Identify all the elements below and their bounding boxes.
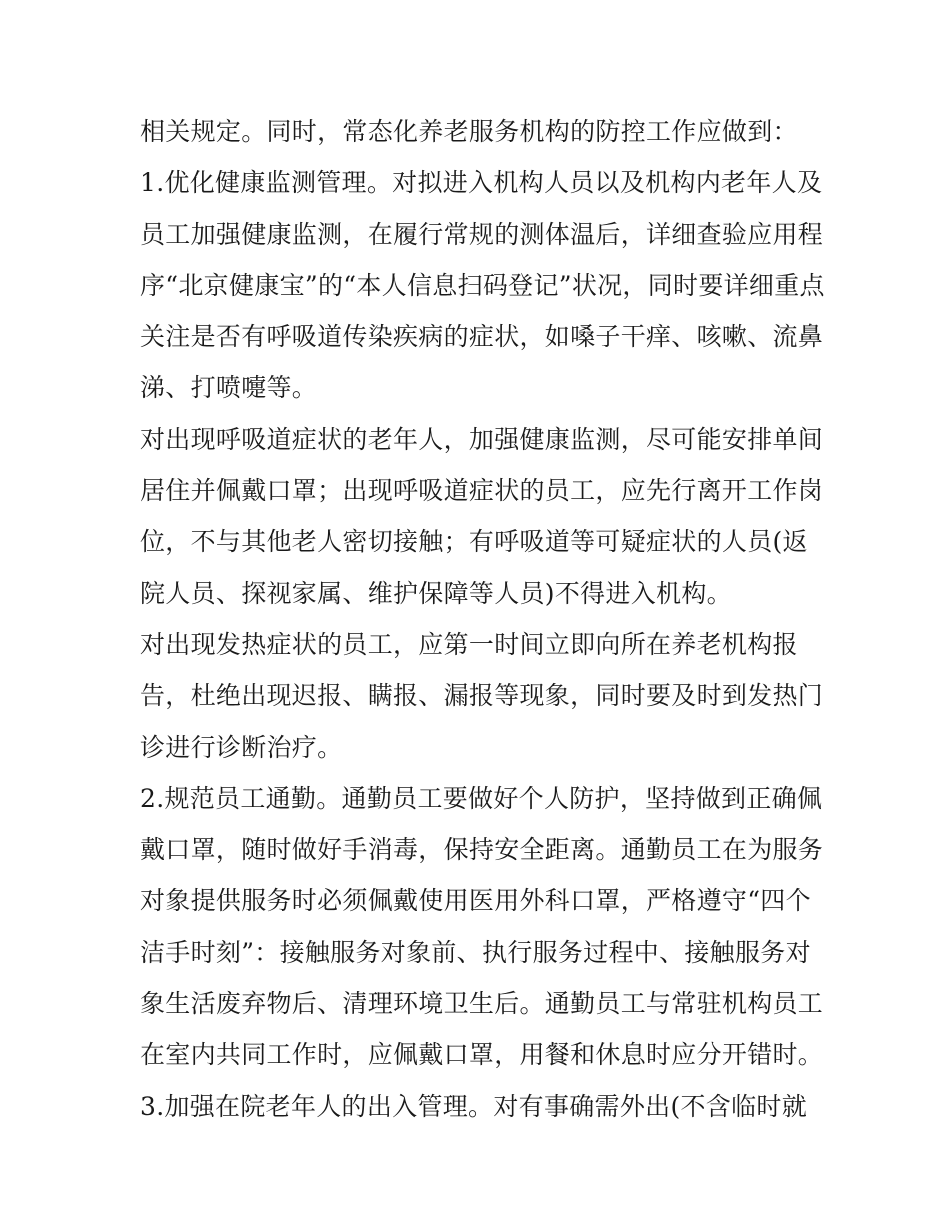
text-line: 在室内共同工作时，应佩戴口罩，用餐和休息时应分开错时。 [140,1040,824,1070]
document-body [140,106,825,1132]
text-line: 象生活废弃物后、清理环境卫生后。通勤员工与常驻机构员工 [140,989,824,1019]
text-line: 洁手时刻”：接触服务对象前、执行服务过程中、接触服务对 [140,937,811,967]
text-line: 对象提供服务时必须佩戴使用医用外科口罩，严格遵守“四个 [140,886,811,916]
text-line: 序“北京健康宝”的“本人信息扫码登记”状况，同时要详细重点 [140,270,825,300]
text-line: 对出现呼吸道症状的老年人，加强健康监测，尽可能安排单间 [140,424,824,454]
text-line: 涕、打喷嚏等。 [140,373,318,403]
text-line: 戴口罩，随时做好手消毒，保持安全距离。通勤员工在为服务 [140,835,824,865]
text-line: 位，不与其他老人密切接触；有呼吸道等可疑症状的人员(返 [140,527,808,557]
text-line: 居住并佩戴口罩；出现呼吸道症状的员工，应先行离开工作岗 [140,476,824,506]
text-line: 员工加强健康监测，在履行常规的测体温后，详细查验应用程 [140,219,824,249]
text-line: 院人员、探视家属、维护保障等人员)不得进入机构。 [140,578,732,608]
text-line: 告，杜绝出现迟报、瞒报、漏报等现象，同时要及时到发热门 [140,681,824,711]
text-line: 2.规范员工通勤。通勤员工要做好个人防护，坚持做到正确佩 [140,783,823,813]
text-line: 1.优化健康监测管理。对拟进入机构人员以及机构内老年人及 [140,168,823,198]
text-line: 对出现发热症状的员工，应第一时间立即向所在养老机构报 [140,629,798,659]
text-line: 3.加强在院老年人的出入管理。对有事确需外出(不含临时就 [140,1091,808,1121]
text-line: 相关规定。同时，常态化养老服务机构的防控工作应做到： [140,117,798,146]
text-line: 诊进行诊断治疗。 [140,732,343,762]
text-line: 关注是否有呼吸道传染疾病的症状，如嗓子干痒、咳嗽、流鼻 [140,322,824,352]
